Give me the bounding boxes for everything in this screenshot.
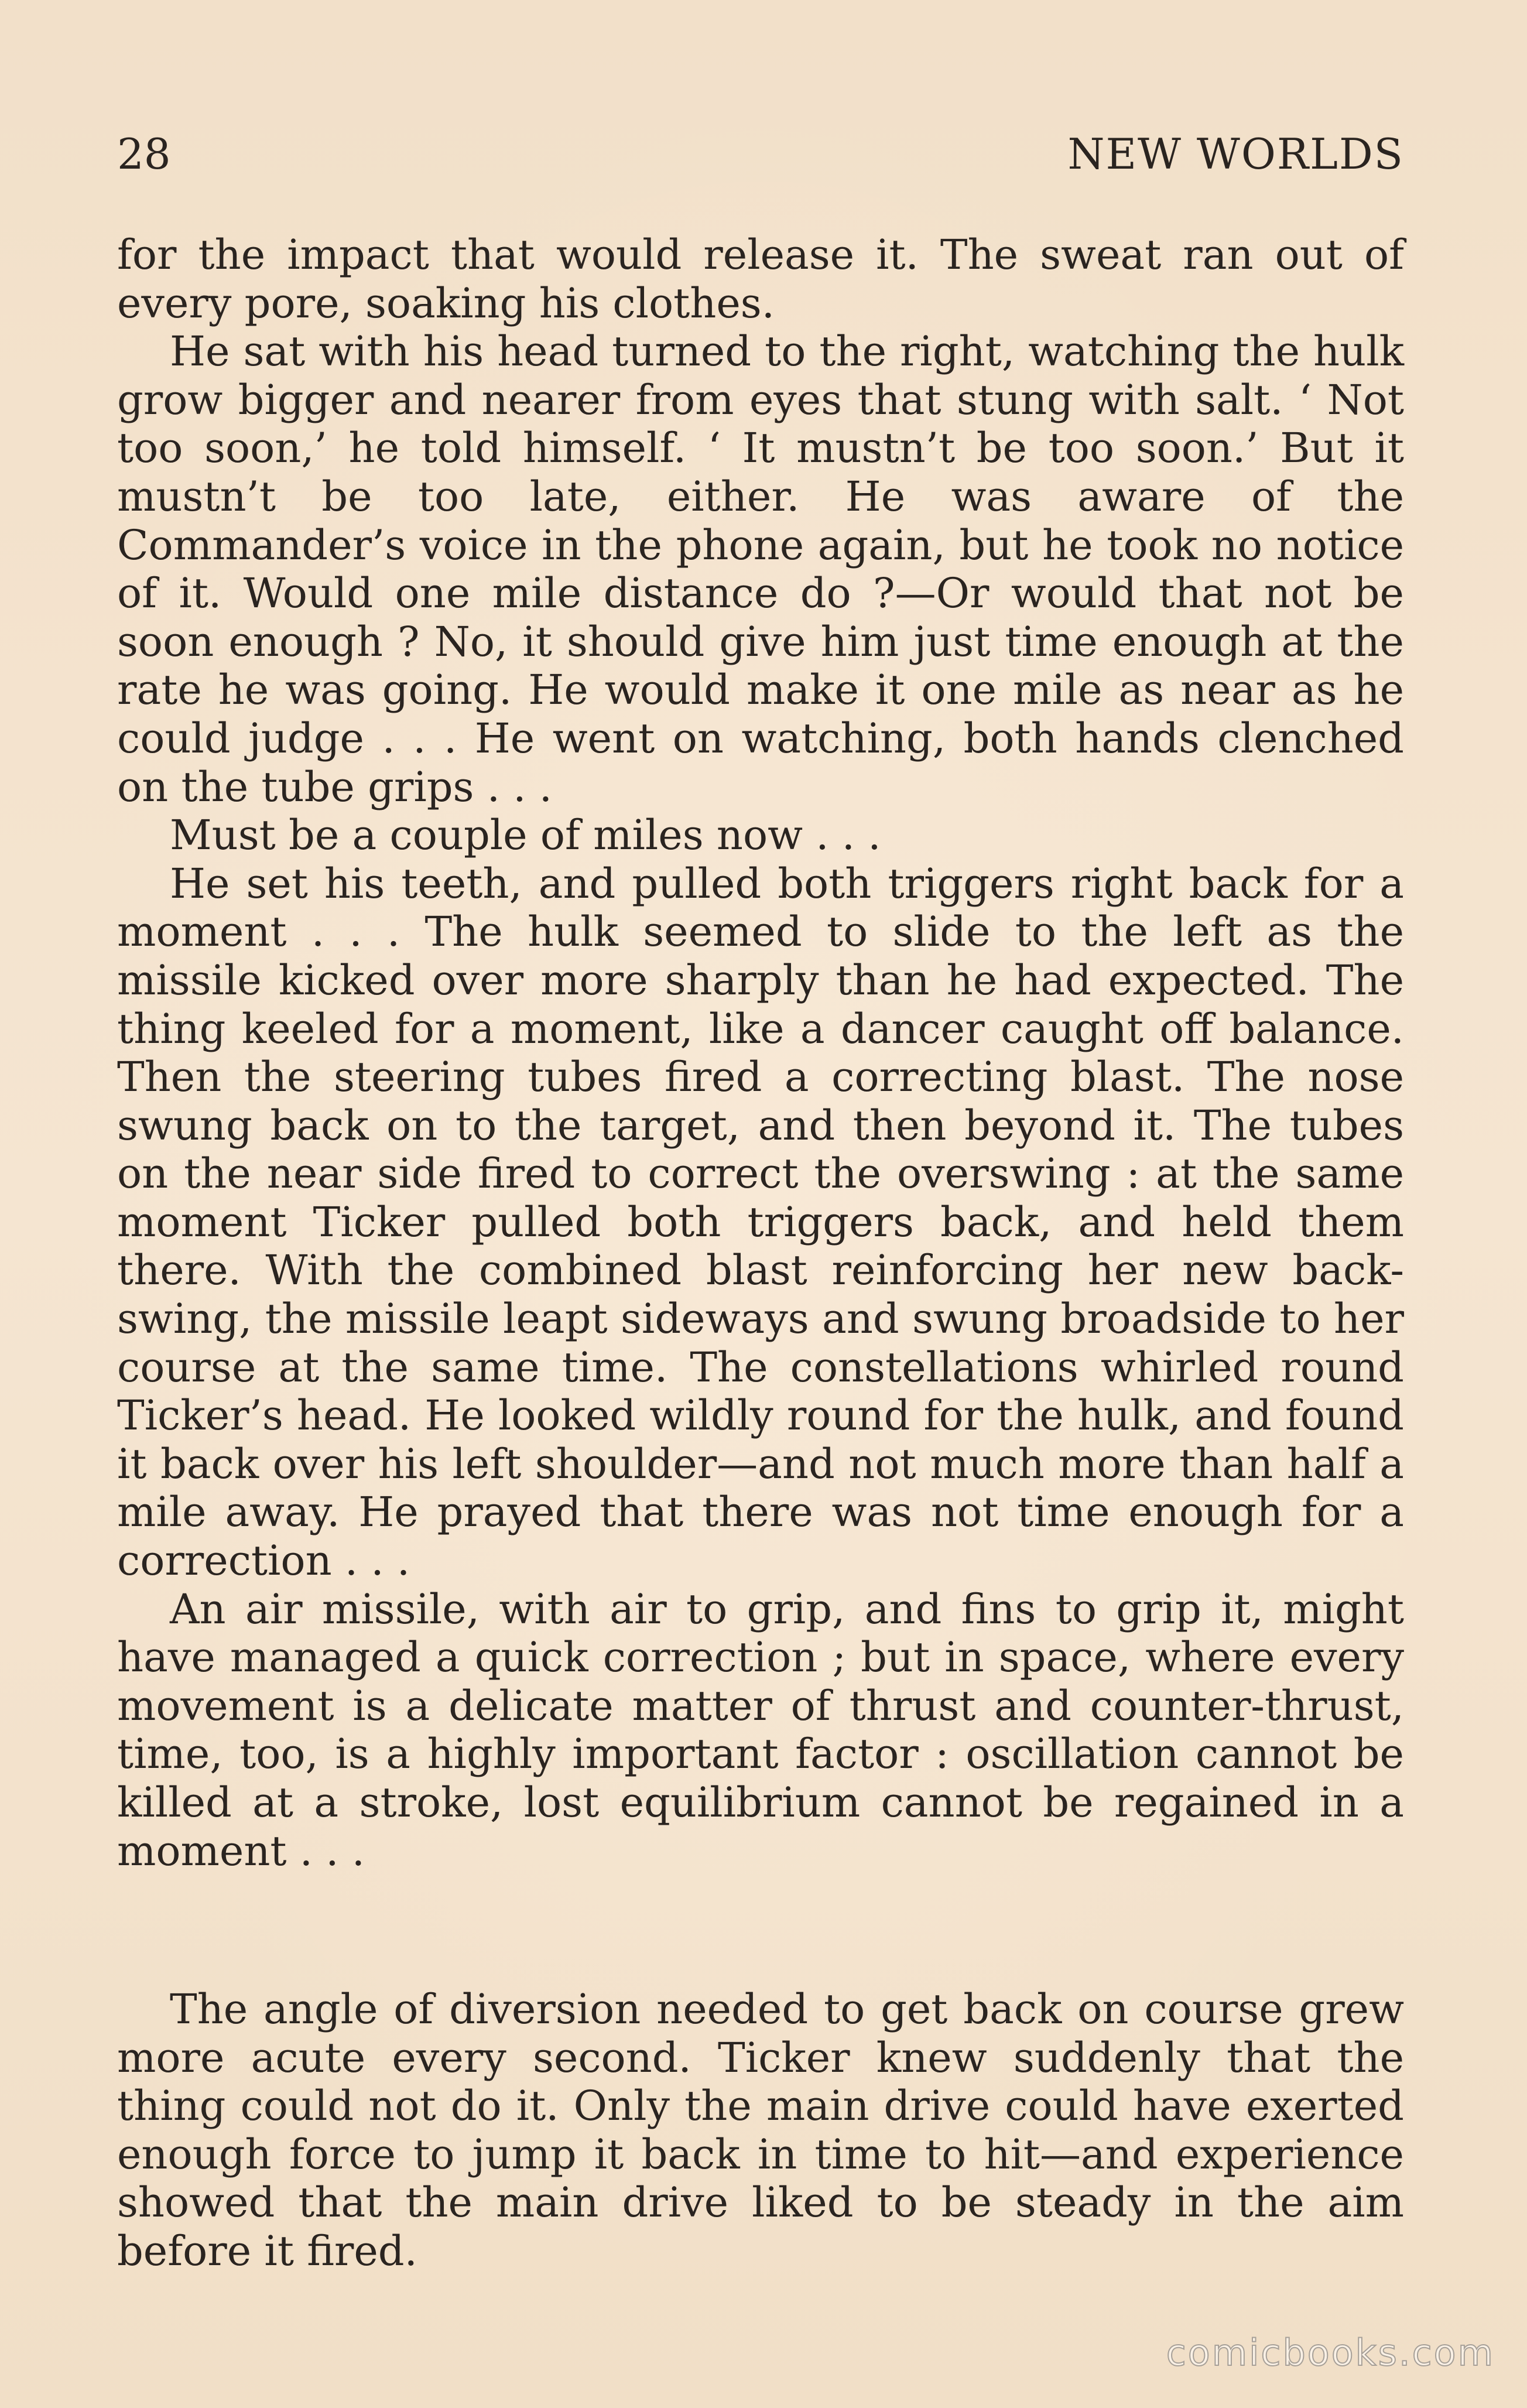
watermark-logo: comicbooks.com bbox=[1166, 2331, 1495, 2374]
page-number: 28 bbox=[117, 129, 171, 179]
paragraph: He set his teeth, and pulled both triggers right back for a moment . . . The hulk seemed to slide to the left as the missile kicked over more sharply than he had expected. The thing keeled for a moment, like a dancer caught off balance. Then the steering tubes fired a correcting blast. The nose swung back on to the target, and then beyond it. The tubes on the near side fired to correct the overswing : at the same moment Ticker pulled both triggers back, and held them there. With the combined blast reinforcing her new back-swing, the missile leapt sideways and swung broadside to her course at the same time. The constellations whirled round Ticker’s head. He looked wildly round for the hulk, and found it back over his left shoulder—and not much more than half a mile away. He prayed that there was not time enough for a correction . . . bbox=[117, 859, 1404, 1585]
paragraph: Must be a couple of miles now . . . bbox=[170, 811, 881, 860]
paragraph: He sat with his head turned to the right, watching the hulk grow bigger and nearer from eyes that stung with salt. ‘ Not too soon,’ he told himself. ‘ It mustn’t be too soon.’ But it mustn’t be too late, either. He was aware of the Commander’s voice in the phone again, but he took no notice of it. Would one mile distance do ?—Or would that not be soon enough ? No, it should give him just time enough at the rate he was going. He would make it one mile as near as he could judge . . . He went on watching, both hands clenched on the tube grips . . . bbox=[117, 327, 1404, 811]
text-block-main bbox=[117, 231, 1404, 1875]
running-title: NEW WORLDS bbox=[1067, 129, 1404, 179]
paragraph-continuation: for the impact that would release it. The sweat ran out of every pore, soaking his clothes. bbox=[117, 231, 1404, 327]
paragraph: An air missile, with air to grip, and fins to grip it, might have managed a quick correction ; but in space, where every movement is a delicate matter of thrust and counter-thrust, time, too, is a highly important factor : oscillation cannot be killed at a stroke, lost equilibrium cannot be regained in a moment . . . bbox=[117, 1585, 1404, 1875]
text-block-section-break bbox=[117, 1985, 1404, 2276]
running-head bbox=[117, 128, 1404, 180]
paragraph: The angle of diversion needed to get back on course grew more acute every second. Ticker knew suddenly that the thing could not do it. Only the main drive could have exerted enough force to jump it back in time to hit—and experience showed that the main drive liked to be steady in the aim before it fired. bbox=[117, 1985, 1404, 2275]
